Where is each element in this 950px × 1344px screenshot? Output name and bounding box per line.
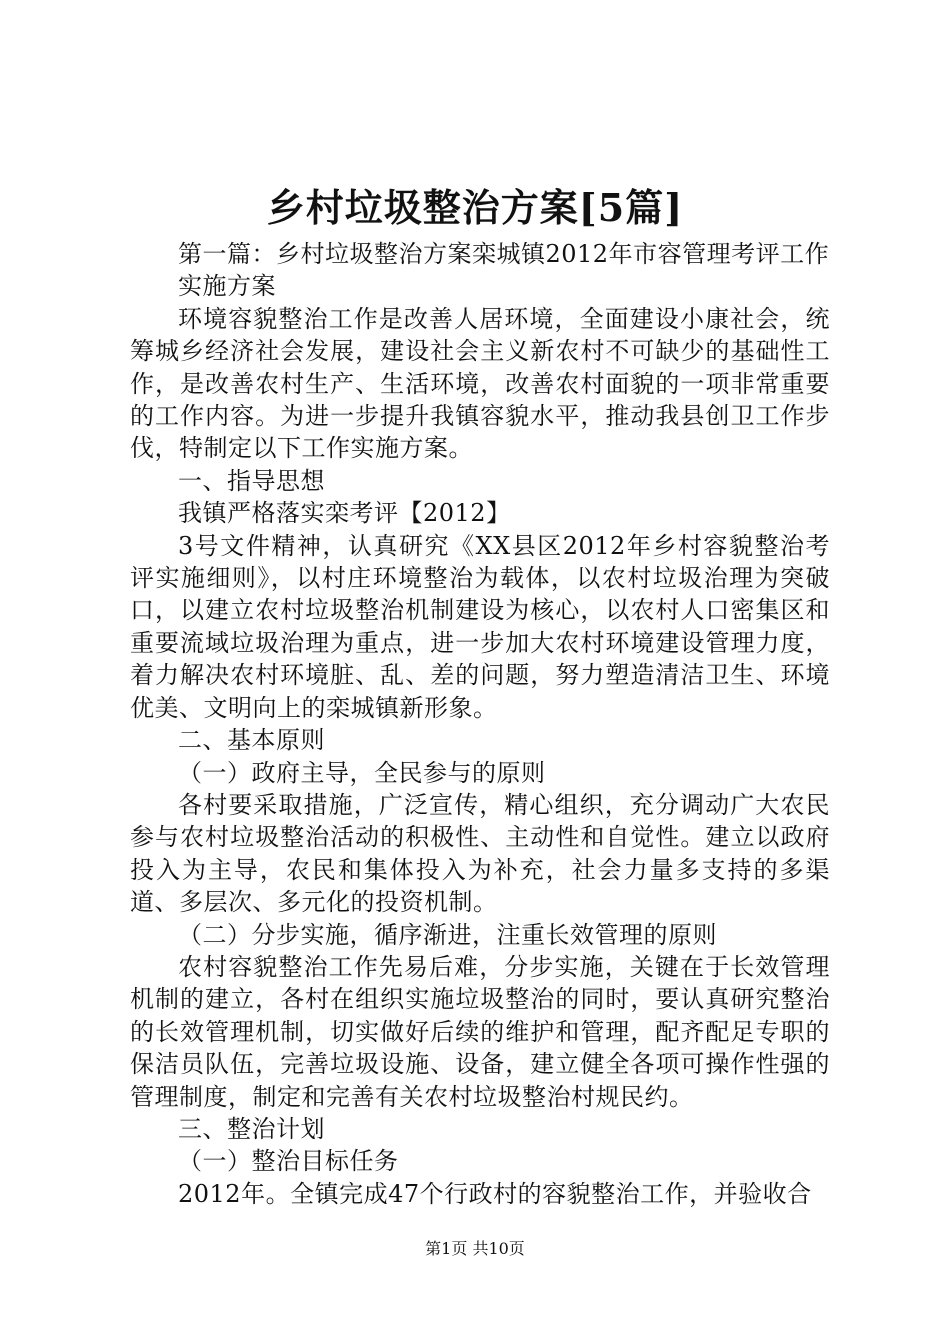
section-heading: 一、指导思想 — [178, 466, 325, 495]
paragraph: 2012年。全镇完成47个行政村的容貌整治工作，并验收合 — [178, 1179, 812, 1208]
subsection-heading: （一）政府主导，全民参与的原则 — [178, 758, 546, 787]
section-heading: 三、整治计划 — [178, 1114, 325, 1143]
subsection-heading: （一）整治目标任务 — [178, 1147, 399, 1176]
paragraph: 环境容貌整治工作是改善人居环境，全面建设小康社会，统筹城乡经济社会发展，建设社会主义新农村不可缺少的基础性工作，是改善农村生产、生活环境，改善农村面貌的一项非常重要的工作内容。为进一步提升我镇容貌水平，推动我县创卫工作步伐，特制定以下工作实施方案。 — [130, 304, 830, 463]
document-body — [130, 238, 830, 1210]
subsection-heading: （二）分步实施，循序渐进，注重长效管理的原则 — [178, 920, 717, 949]
paragraph: 各村要采取措施，广泛宣传，精心组织，充分调动广大农民参与农村垃圾整治活动的积极性、主动性和自觉性。建立以政府投入为主导，农民和集体投入为补充，社会力量多支持的多渠道、多层次、多元化的投资机制。 — [130, 790, 830, 917]
document-title: 乡村垃圾整治方案[5篇] — [266, 185, 684, 230]
paragraph: 农村容貌整治工作先易后难，分步实施，关键在于长效管理机制的建立，各村在组织实施垃圾整治的同时，要认真研究整治的长效管理机制，切实做好后续的维护和管理，配齐配足专职的保洁员队伍，完善垃圾设施、设备，建立健全各项可操作性强的管理制度，制定和完善有关农村垃圾整治村规民约。 — [130, 952, 830, 1111]
paragraph: 我镇严格落实栾考评【2012】 — [178, 499, 511, 528]
paragraph: 实施方案 — [178, 272, 276, 301]
section-heading: 二、基本原则 — [178, 726, 325, 755]
paragraph: 第一篇：乡村垃圾整治方案栾城镇2012年市容管理考评工作 — [178, 240, 830, 268]
page-footer: 第1页 共10页 — [425, 1239, 525, 1258]
paragraph: 3号文件精神，认真研究《XX县区2012年乡村容貌整治考评实施细则》，以村庄环境整治为载体，以农村垃圾治理为突破口，以建立农村垃圾整治机制建设为核心，以农村人口密集区和重要流域垃圾治理为重点，进一步加大农村环境建设管理力度，着力解决农村环境脏、乱、差的问题，努力塑造清洁卫生、环境优美、文明向上的栾城镇新形象。 — [130, 531, 830, 722]
